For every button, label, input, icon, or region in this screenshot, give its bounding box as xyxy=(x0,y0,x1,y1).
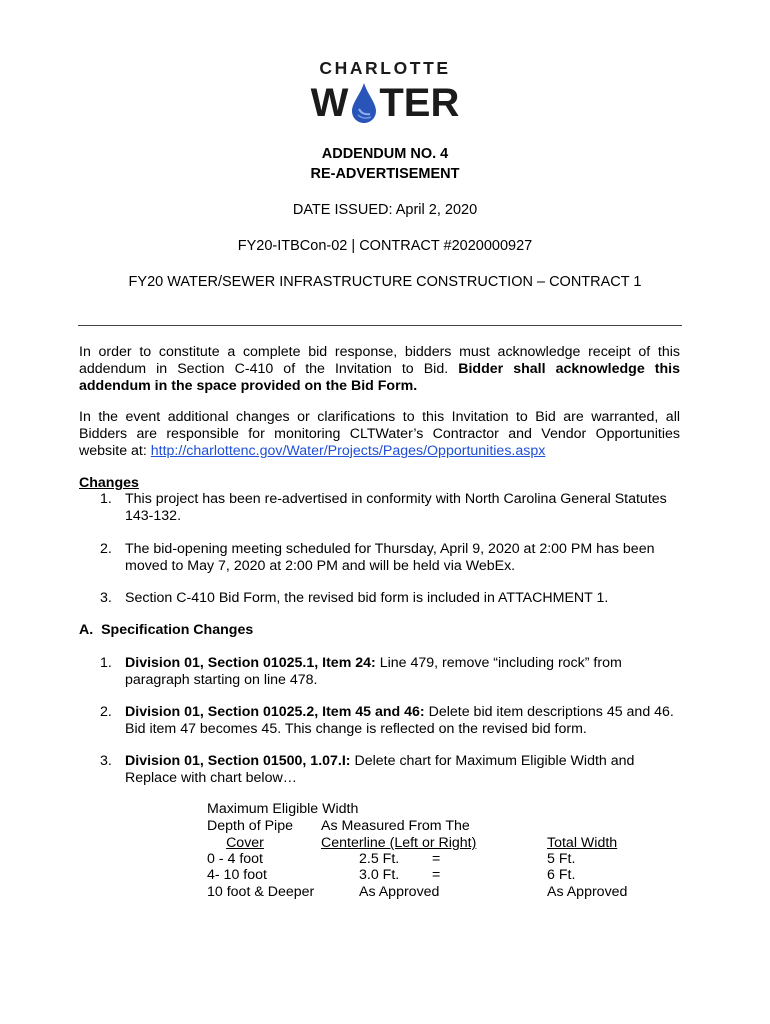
spec-item-bold: Division 01, Section 01025.1, Item 24: xyxy=(125,655,376,671)
spec-item-text: Delete bid item descriptions 45 and 46. Bid item 47 becomes 45. This change is reflected on the revised bid form. xyxy=(125,704,674,737)
table-cell-total: 5 Ft. xyxy=(547,851,576,867)
table-cell-center: 2.5 Ft. xyxy=(359,851,400,867)
intro-paragraph-1 xyxy=(79,344,680,395)
table-cell-depth: 10 foot & Deeper xyxy=(207,884,315,900)
spec-item xyxy=(125,704,685,738)
table-cell-depth: 0 - 4 foot xyxy=(207,851,263,867)
contract-number: FY20-ITBCon-02 | CONTRACT #2020000927 xyxy=(237,238,533,254)
change-item: The bid-opening meeting scheduled for Thursday, April 9, 2020 at 2:00 PM has been moved to May 7, 2020 at 2:00 PM and will be held via WebEx. xyxy=(125,541,655,574)
spec-num: 1. xyxy=(100,655,112,671)
date-issued: DATE ISSUED: April 2, 2020 xyxy=(292,202,478,218)
logo-ter: TER xyxy=(379,81,460,125)
spec-num: 2. xyxy=(100,704,112,720)
intro-bold-text: Bidder shall acknowledge this addendum in the space provided on the Bid Form. xyxy=(79,361,680,394)
intro-text: In order to constitute a complete bid response, bidders must acknowledge receipt of this addendum in Section C-410 of the Invitation to Bid. xyxy=(79,344,680,377)
change-num: 1. xyxy=(100,491,112,507)
table-header-depth: Depth of Pipe xyxy=(207,818,293,834)
spec-num: 3. xyxy=(100,753,112,769)
change-item: This project has been re-advertised in conformity with North Carolina General Statutes 143-132. xyxy=(125,491,667,524)
spec-item xyxy=(125,655,685,689)
table-header-measured: As Measured From The xyxy=(321,818,470,834)
table-cell-depth: 4- 10 foot xyxy=(207,867,267,883)
spec-item-bold: Division 01, Section 01025.2, Item 45 and 46: xyxy=(125,704,425,720)
charlotte-water-logo xyxy=(0,80,770,126)
intro-paragraph-2 xyxy=(79,409,680,460)
spec-item xyxy=(125,753,685,787)
table-cell-eq: = xyxy=(432,851,441,867)
change-num: 2. xyxy=(100,541,112,557)
table-header-centerline: Centerline (Left or Right) xyxy=(321,835,477,851)
spec-item-bold: Division 01, Section 01500, 1.07.I: xyxy=(125,753,351,769)
project-title: FY20 WATER/SEWER INFRASTRUCTURE CONSTRUCTION – CONTRACT 1 xyxy=(128,274,642,290)
table-header-cover: Cover xyxy=(226,835,264,851)
spec-item-text: Line 479, remove “including rock” from paragraph starting on line 478. xyxy=(125,655,622,688)
divider xyxy=(78,325,682,326)
changes-heading: Changes xyxy=(79,475,139,491)
change-num: 3. xyxy=(100,590,112,606)
spec-heading: A. Specification Changes xyxy=(79,622,254,638)
table-cell-total: 6 Ft. xyxy=(547,867,576,883)
opportunities-link[interactable]: http://charlottenc.gov/Water/Projects/Pages/Opportunities.aspx xyxy=(150,443,546,459)
table-title: Maximum Eligible Width xyxy=(207,801,359,817)
water-drop-icon xyxy=(349,81,379,125)
readvert-title: RE-ADVERTISEMENT xyxy=(310,166,460,182)
logo-top-text: CHARLOTTE xyxy=(319,58,451,78)
spec-item-text: Delete chart for Maximum Eligible Width and Replace with chart below… xyxy=(125,753,635,786)
table-header-total: Total Width xyxy=(547,835,618,851)
change-item: Section C-410 Bid Form, the revised bid form is included in ATTACHMENT 1. xyxy=(125,590,609,606)
table-cell-center: 3.0 Ft. xyxy=(359,867,400,883)
intro-text-2: In the event additional changes or clarifications to this Invitation to Bid are warranted, all Bidders are responsible for monitoring CLTWater’s Contractor and Vendor Opportunities website at: xyxy=(79,409,680,459)
logo-w: W xyxy=(310,81,349,125)
table-cell-eq: = xyxy=(432,867,441,883)
table-cell-total: As Approved xyxy=(547,884,628,900)
addendum-title: ADDENDUM NO. 4 xyxy=(321,146,449,162)
table-cell-center: As Approved xyxy=(359,884,440,900)
